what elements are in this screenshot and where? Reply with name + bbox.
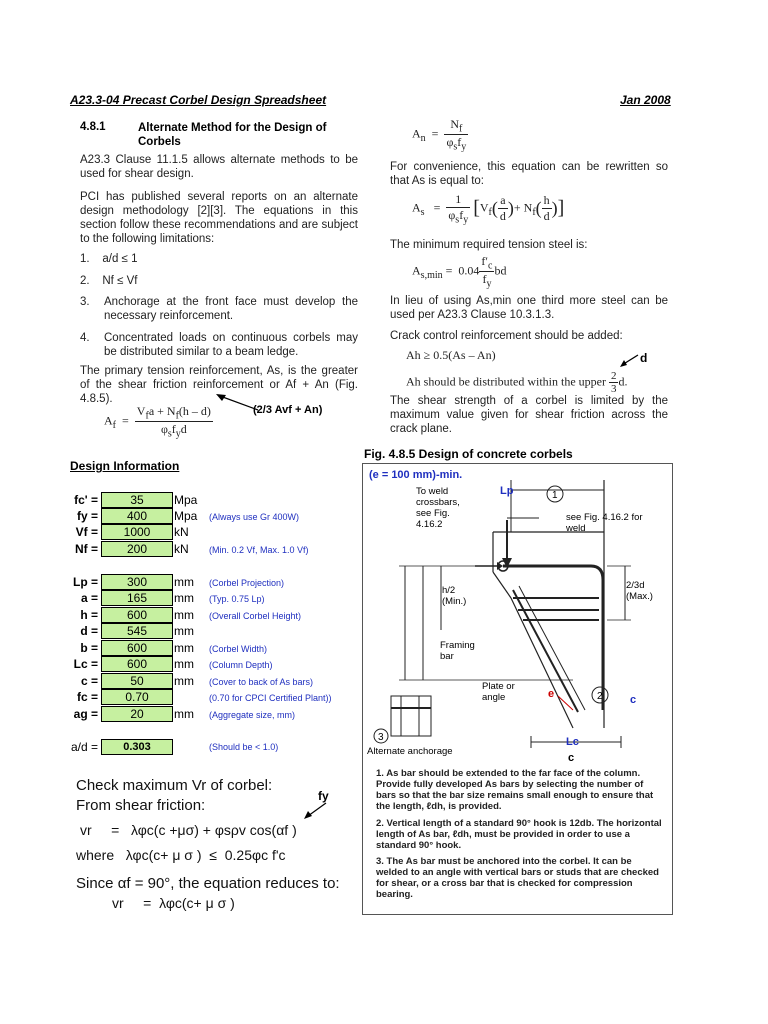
para-shear-strength: The shear strength of a corbel is limited by the maximum value given for shear friction across the crack plane. <box>390 395 668 435</box>
asmin-equation: $A_{s,min} = 0.04$ $\frac{f'_c}{f_y}$ bd <box>412 254 507 290</box>
section-title-line2: Corbels <box>138 136 181 148</box>
input-label: a = <box>80 591 98 605</box>
input-note: (Corbel Width) <box>209 644 268 654</box>
unit-label: mm <box>174 657 194 671</box>
input-cell[interactable]: 35 <box>101 492 173 508</box>
limitation-2: 2. Nf ≤ Vf <box>80 275 138 287</box>
input-label: ag = <box>73 707 98 721</box>
unit-label: mm <box>174 591 194 605</box>
unit-label: mm <box>174 641 194 655</box>
input-label: fy = <box>76 509 98 523</box>
d-label: d <box>640 351 648 365</box>
design-info-title: Design Information <box>70 459 180 473</box>
svg-text:3: 3 <box>378 732 384 743</box>
para-min-steel: The minimum required tension steel is: <box>390 239 588 251</box>
input-note: (Overall Corbel Height) <box>209 611 302 621</box>
input-label: h = <box>80 608 98 622</box>
input-cell[interactable]: 545 <box>101 623 173 639</box>
input-cell[interactable]: 300 <box>101 574 173 590</box>
input-note: (Corbel Projection) <box>209 578 285 588</box>
vr-reduced: vr = λφc(c+ μ σ ) <box>112 895 235 911</box>
unit-label: Mpa <box>174 509 198 523</box>
alt-anchorage-label: Alternate anchorage <box>367 746 453 757</box>
unit-label: mm <box>174 674 194 688</box>
input-note: (Cover to back of As bars) <box>209 677 314 687</box>
fy-arrow <box>300 800 330 822</box>
input-label: b = <box>80 641 98 655</box>
input-note: (0.70 for CPCI Certified Plant)) <box>209 693 332 703</box>
unit-label: mm <box>174 608 194 622</box>
input-note: (Typ. 0.75 Lp) <box>209 594 265 604</box>
para-primary-tension: The primary tension reinforcement, As, is the greater of the shear friction reinforcement or Af + An (Fig. 4.8.5). <box>80 365 358 405</box>
section-number: 4.8.1 <box>80 121 106 133</box>
since-alpha: Since αf = 90°, the equation reduces to: <box>76 875 340 892</box>
check-line1: Check maximum Vr of corbel: <box>76 777 273 794</box>
ad-note: (Should be < 1.0) <box>209 742 279 752</box>
svg-text:1: 1 <box>552 490 558 501</box>
input-cell[interactable]: 50 <box>101 673 173 689</box>
input-cell[interactable]: 600 <box>101 640 173 656</box>
max-23d-label: 2/3d (Max.) <box>626 580 653 602</box>
unit-label: mm <box>174 575 194 589</box>
para-crack-control: Crack control reinforcement should be added: <box>390 330 623 342</box>
para-in-lieu: In lieu of using As,min one third more steel can be used per A23.3 Clause 10.3.1.3. <box>390 295 668 321</box>
input-note: (Column Depth) <box>209 660 273 670</box>
page-title: A23.3-04 Precast Corbel Design Spreadsheet <box>70 93 327 107</box>
c-label: c <box>630 694 637 706</box>
para-rewrite: For convenience, this equation can be rewritten so that As is equal to: <box>390 161 668 187</box>
check-line2: From shear friction: <box>76 797 206 814</box>
input-label: Vf = <box>75 525 98 539</box>
input-cell[interactable]: 1000 <box>101 524 173 540</box>
input-cell[interactable]: 600 <box>101 607 173 623</box>
fy-label: fy <box>318 789 329 803</box>
input-label: d = <box>80 624 98 638</box>
input-cell[interactable]: 20 <box>101 706 173 722</box>
an-equation: $A_n$ = $\frac{N_f}{\varphi_sf_y}$ <box>412 117 467 153</box>
input-label: Nf = <box>74 542 98 556</box>
input-label: Lc = <box>73 657 98 671</box>
input-label: fc' = <box>74 493 98 507</box>
figure-note-2: 2. Vertical length of a standard 90° hook is 12db. The horizontal length of As bar, ℓdh, must be provided in order to use a standard 90° hook. <box>376 818 662 851</box>
input-cell[interactable]: 600 <box>101 656 173 672</box>
e-min-label: (e = 100 mm)-min. <box>369 469 463 481</box>
page-date: Jan 2008 <box>620 93 671 107</box>
to-weld-label: To weld crossbars, see Fig. 4.16.2 <box>416 486 460 530</box>
vr-equation: vr = λφc(c +μσ) + φsρv cos(αf ) <box>80 822 297 838</box>
unit-label: kN <box>174 542 189 556</box>
see-fig-label: see Fig. 4.16.2 for weld <box>566 512 643 534</box>
unit-label: kN <box>174 525 189 539</box>
input-cell[interactable]: 0.70 <box>101 689 173 705</box>
input-note: (Always use Gr 400W) <box>209 512 300 522</box>
unit-label: mm <box>174 707 194 721</box>
lc-label: Lc <box>566 736 579 748</box>
input-label: c = <box>80 674 98 688</box>
svg-text:2: 2 <box>597 691 603 702</box>
e-label: e <box>548 688 555 700</box>
input-note: (Min. 0.2 Vf, Max. 1.0 Vf) <box>209 545 309 555</box>
af-equation: $A_f$ = $\frac{V_fa + N_f(h - d)}{\varphi_sf_yd}$ <box>104 404 211 440</box>
af-annotation: (2/3 Avf + An) <box>253 404 323 416</box>
input-label: fc = <box>76 690 98 704</box>
figure-note-1: 1. As bar should be extended to the far face of the column. Provide fully developed As bars by selecting the number of bars so that the bar size remains small enough to ensure that the length, ℓdh, is provided. <box>376 768 654 812</box>
vr-limit: where λφc(c+ μ σ ) ≤ 0.25φc f'c <box>76 847 286 863</box>
section-title <box>138 121 378 149</box>
input-cell[interactable]: 165 <box>101 590 173 606</box>
plate-label: Plate or angle <box>482 681 515 703</box>
input-label: Lp = <box>72 575 98 589</box>
limitation-1: 1. a/d ≤ 1 <box>80 253 138 265</box>
ad-label: a/d = <box>70 740 98 754</box>
figure-note-3: 3. The As bar must be anchored into the corbel. It can be welded to an angle with vertical bars or studs that are checked for shear, or a cross bar that is checked for compression bearing. <box>376 856 659 900</box>
limitation-3: 3. Anchorage at the front face must develop the necessary reinforcement. <box>80 296 358 322</box>
ah-equation: Ah ≥ 0.5(As – An) <box>406 348 496 362</box>
para-pci: PCI has published several reports on an alternate design methodology [2][3]. The equations in this section follow these recommendations and are subject to the following limitations: <box>80 191 358 245</box>
input-note: (Aggregate size, mm) <box>209 710 296 720</box>
input-cell[interactable]: 200 <box>101 541 173 557</box>
limitation-4: 4. Concentrated loads on continuous corbels may be distributed similar to a beam ledge. <box>80 332 358 358</box>
h2-min-label: h/2 (Min.) <box>442 585 467 607</box>
figure-title: Fig. 4.8.5 Design of concrete corbels <box>364 447 573 461</box>
ah-distribution: Ah should be distributed within the upper $\frac{2}{3}$ d. <box>406 370 628 395</box>
ad-value: 0.303 <box>101 739 173 755</box>
section-title-line1: Alternate Method for the Design of <box>138 122 327 134</box>
lp-label: Lp <box>500 485 514 497</box>
unit-label: mm <box>174 624 194 638</box>
c-bottom-label: c <box>568 752 575 764</box>
unit-label: Mpa <box>174 493 198 507</box>
framing-bar-label: Framing bar <box>440 640 475 662</box>
d-arrow <box>618 351 642 369</box>
para-clause: A23.3 Clause 11.1.5 allows alternate methods to be used for shear design. <box>80 154 358 180</box>
as-equation: $A_s$ = $\frac{1}{\varphi_sf_y}$ [$V_f$( $\frac{a}{d}$ )+ $N_f$( $\frac{h}{d}$ )] <box>412 192 565 226</box>
input-cell[interactable]: 400 <box>101 508 173 524</box>
